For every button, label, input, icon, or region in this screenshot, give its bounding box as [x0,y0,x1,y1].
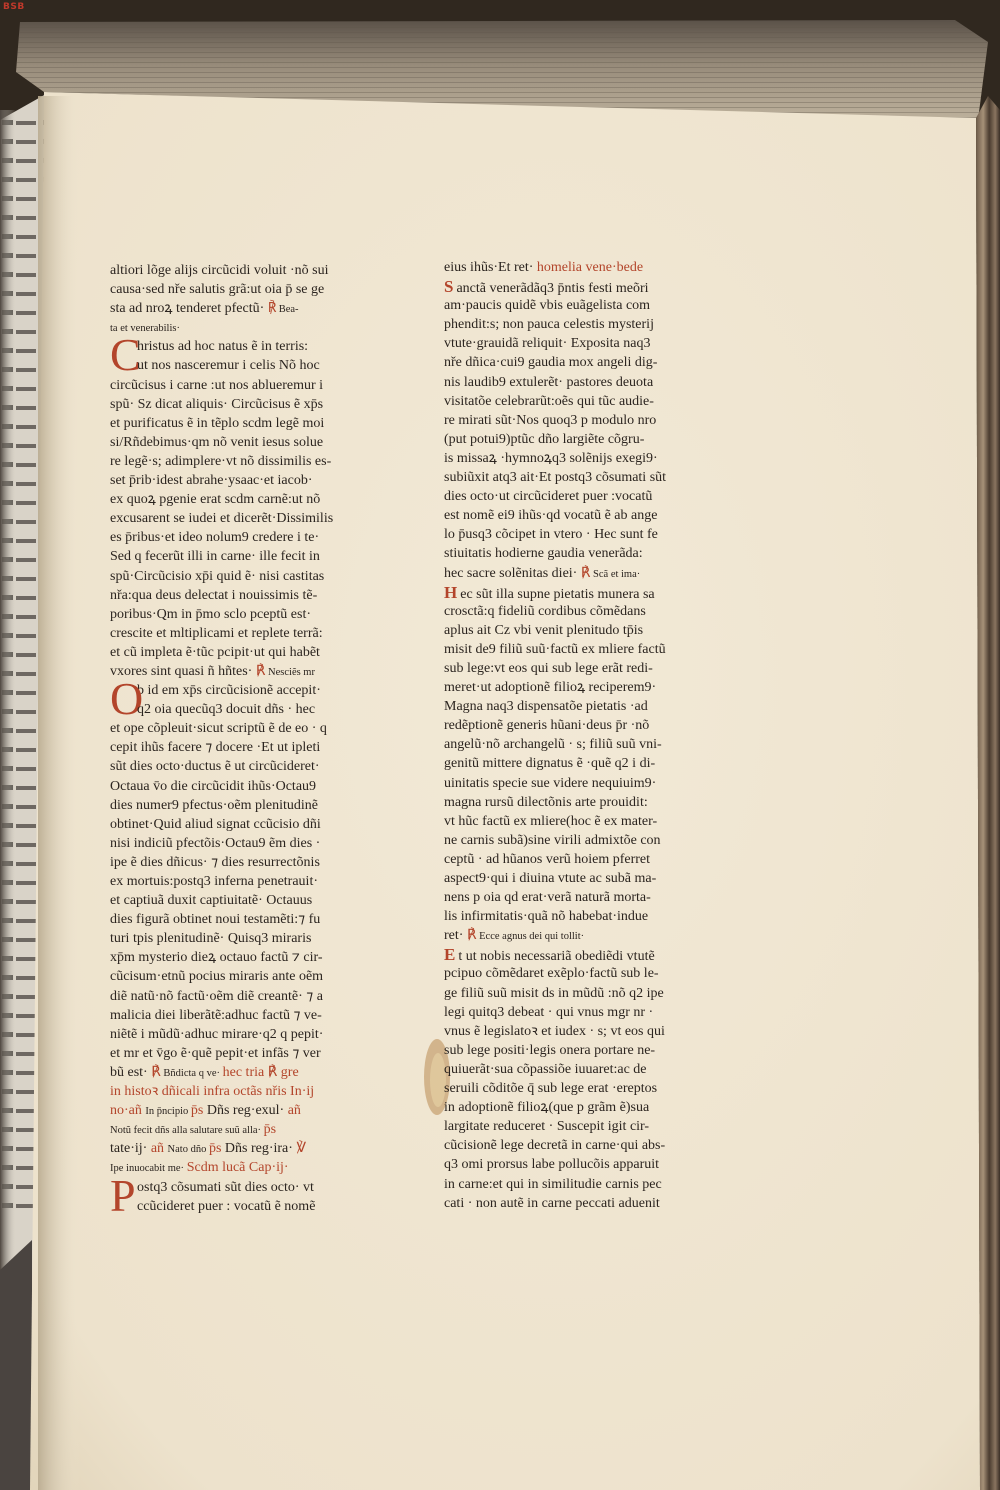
body-text: ccũcideret puer : vocatũ ẽ nomẽ [137,1198,316,1214]
body-text: hristus ad hoc natus ẽ in terris: [137,339,309,355]
body-text: t ut nobis necessariã obediẽdi vtutẽ [458,949,655,965]
rubric-text: no·añ [110,1103,146,1119]
text-line [110,1158,402,1177]
body-text: cati · non autẽ in carne peccati aduenit [444,1195,660,1211]
body-text: ge filiũ suũ misit ds in mũdũ :nõ q2 ipe [444,985,664,1001]
text-line [444,449,740,468]
body-text: genitũ mittere dignatus ẽ ·quẽ q2 i di- [444,756,656,772]
body-text: uinitatis specie sue videre nequiuim9· [444,775,657,791]
rubric-initial: S [444,277,454,297]
body-text: in carne:et qui in similitudie carnis pec [444,1176,662,1192]
body-text: malicia diei liberãtẽ:adhuc factũ ⁊ ve- [110,1007,322,1023]
text-line [110,987,402,1006]
body-text: circũcisus i carne :ut nos ablueremur i [110,377,324,393]
body-text: b id em xp̄s circũcisionẽ accepit· [137,683,321,699]
rubric-text: ℟ [267,301,277,317]
text-line [110,1139,402,1158]
drop-cap-initial: P [110,1169,136,1221]
text-line [444,392,740,411]
rubric-text: homelia vene·bede [536,260,644,275]
rubric-text: p̄s [190,1103,207,1119]
body-text: excusarent se iudei et dicerẽt·Dissimilis [110,511,334,527]
text-line [444,812,740,831]
text-line [110,872,402,891]
body-text: misit de9 filiũ suũ·factũ ex mliere factũ [444,641,666,657]
text-line [110,318,402,337]
text-line [110,834,402,853]
text-line [444,754,740,773]
body-text: re legẽ·s; adimplere·vt nõ dissimilis es- [110,453,332,469]
body-text: sta ad nroꝝ tenderet pfectũ· [110,301,268,317]
spine-shadow [0,110,16,1390]
text-line [110,356,402,375]
text-line [110,738,402,757]
text-line [444,907,740,926]
text-line [444,697,740,716]
text-line [110,547,402,566]
body-text: Magna naq3 dispensatõe pietatis ·ad [444,699,648,715]
chant-cue-text: Bea- [276,304,299,316]
body-text: si/Rñdebimus·qm nõ venit iesus solue [110,434,324,450]
body-text: bũ est· [110,1064,152,1080]
right-text-column [444,258,740,1213]
text-line [444,621,740,640]
body-text: diẽ natũ·nõ factũ·oẽm diẽ creantẽ· ⁊ a [110,988,323,1004]
body-text: lo p̄usq3 cõcipet in vtero · Hec sunt fe [444,527,658,543]
body-text: subiũxit atq3 ait·Et postq3 cõsumati sũt [444,470,667,486]
text-line [444,716,740,735]
body-text: cũcisionẽ lege decretã in carne·qui abs- [444,1138,666,1154]
body-text: stiuitatis hodierne gaudia venerãda: [444,546,643,562]
rubric-text: ℟ [255,663,266,679]
body-text: lis infirmitatis·quã nõ habebat·indue [444,909,649,925]
rubric-text: ℟ [151,1064,161,1080]
chant-cue-text: Notũ fecit dñs alla salutare suũ alla· [110,1125,264,1137]
chant-cue-text: ta et venerabilis· [110,323,180,335]
body-text: am·paucis quidẽ vbis euãgelista com [444,298,651,314]
text-line [110,567,402,586]
body-text: est nomẽ ei9 ihũs·qd vocatũ ẽ ab ange [444,508,658,524]
body-text: Dñs reg·exul· [206,1103,288,1119]
body-text: ipe ẽ dies dñicus· ⁊ dies resurrectõnis [110,854,320,870]
body-text: turi tpis plenitudinẽ· Quisq3 miraris [110,931,312,947]
text-line [110,433,402,452]
rubric-initial: E [444,945,456,965]
rubric-text: ℟ [580,565,591,581]
text-line [444,430,740,449]
body-text: angelũ·nõ archangelũ · s; filiũ suũ vni- [444,737,662,753]
text-line [444,353,740,372]
body-text: ec sũt illa supne pietatis munera sa [460,586,655,602]
text-line [444,984,740,1003]
body-text: es p̄ribus·et ideo nolum9 credere i te· [110,530,320,546]
text-line [110,299,402,318]
text-line [444,1117,740,1136]
body-text: nře dñica·cui9 gaudia mox angeli dig- [444,355,658,371]
body-text: q3 omi prorsus labe pollucõis apparuit [444,1157,660,1173]
body-text: ceptũ · ad hũanos verũ hoiem pferret [444,851,651,867]
body-text: vnus ẽ legislatoꝛ et iudex · s; vt eos qui [444,1023,665,1039]
body-text: ostq3 cõsumati sũt dies octo· vt [137,1179,314,1195]
text-line [444,468,740,487]
drop-cap-initial: O [110,673,144,725]
body-text: crosctã:q fideliũ cordibus cõmẽdans [444,603,646,619]
text-line [110,1044,402,1063]
rubric-text: ℣ [296,1141,307,1157]
body-text: ut nos nasceremur i celis Nõ hoc [137,358,320,374]
body-text: nens p oia qd erat·verã naturã morta- [444,890,651,906]
fore-edge [976,96,1000,1490]
text-line [110,280,402,299]
chant-cue-text: Nesciẽs mr [265,666,315,678]
body-text: (put potui9)ptũc dño largiẽte cõgru- [444,431,645,447]
body-text: seruili cõditõe q̄ sub lege erat ·ereptos [444,1081,658,1097]
text-line [444,1003,740,1022]
text-line [444,411,740,430]
body-text: xp̄m mysterio dieꝝ octauo factũ ⁊ cir- [110,950,323,966]
body-text: eius ihũs·Et ret· [444,260,537,275]
text-line [110,490,402,509]
text-line [110,796,402,815]
text-line [110,662,402,681]
text-line [444,926,740,945]
text-line [444,525,740,544]
rubric-initial: H [444,582,458,602]
text-line [444,564,740,583]
body-text: redẽptionẽ generis hũani·deus p̄r ·nõ [444,718,650,734]
text-line [110,376,402,395]
body-text: nis laudib9 extulerẽt· pastores deuota [444,374,654,390]
text-line [110,1082,402,1101]
text-line [444,869,740,888]
text-line [444,544,740,563]
body-text: set p̄rib·idest abrahe·ysaac·et iacob· [110,473,313,489]
drop-cap-initial: C [110,329,141,381]
body-text: nřa:qua deus delectat i nouissimis tẽ- [110,587,318,603]
text-line [444,1098,740,1117]
left-text-column [110,261,402,1221]
text-line [444,1155,740,1174]
text-line [444,1175,740,1194]
text-line [110,471,402,490]
rubric-text: añ [150,1141,168,1157]
rubric-text: p̄s [208,1141,225,1157]
body-text: sũt dies octo·ductus ẽ ut circũcideret· [110,759,320,775]
text-line [110,777,402,796]
body-text: anctã venerãdãq3 p̄ntis festi meõri [456,281,649,297]
body-text: vtute·grauidã reliquit· Exposita naq3 [444,336,651,352]
body-text: vxores sint quasi ñ hñtes· [110,663,256,679]
chant-cue-text: In p̄ncipio [145,1106,191,1118]
text-line [444,1041,740,1060]
text-line [444,506,740,525]
chant-cue-text: Nato dño [167,1144,209,1156]
text-line [444,1060,740,1079]
text-line [444,945,740,964]
rubric-text: Scdm lucã Cap·ij· [186,1160,289,1176]
chant-cue-text: Bñdicta q ve· [160,1067,223,1079]
body-text: obtinet·Quid aliud signat ccũcisio dñi [110,816,321,832]
text-line [444,334,740,353]
text-line [444,850,740,869]
body-text: tate·ij· [110,1141,151,1157]
body-text: dies octo·ut circũcideret puer :vocatũ [444,489,653,505]
text-line [444,793,740,812]
body-text: niẽtẽ i mũdũ·adhuc mirare·q2 q pepit· [110,1026,324,1042]
body-text: cũcisum·etnũ pocius miraris ante oẽm [110,969,324,985]
chant-cue-text: Ecce agnus dei qui tollit· [476,931,585,943]
text-line [444,831,740,850]
text-line [110,624,402,643]
text-line [444,602,740,621]
body-text: is missaꝝ ·hymnoꝝq3 solẽnijs exegi9· [444,450,658,466]
text-line [110,815,402,834]
text-line [110,757,402,776]
board-corner [0,1240,32,1490]
text-line [110,910,402,929]
body-text: legi quitq3 debeat · qui vnus mgr nr · [444,1004,654,1020]
text-line [110,1101,402,1120]
text-line [110,509,402,528]
body-text: sub lege positi·legis onera portare ne- [444,1042,656,1058]
body-text: spũ·Circũcisio xp̄i quid ẽ· nisi castitas [110,568,325,584]
text-line [110,1025,402,1044]
body-text: vt hũc factũ ex mliere(hoc ẽ ex mater- [444,813,658,829]
body-text: ex mortuis:postq3 inferna penetrauit· [110,874,318,889]
body-text: ex quoꝝ pgenie erat scdm carnẽ:ut nõ [110,492,321,508]
text-line [444,1136,740,1155]
text-line [110,643,402,662]
body-text: nisi indiciũ pfectõis·Octau9 ẽm dies · [110,835,321,851]
text-line [110,853,402,872]
text-line [444,315,740,334]
body-text: spũ· Sz dicat aliquis· Circũcisus ẽ xp̄s [110,396,324,412]
text-line [110,948,402,967]
text-line [444,1194,740,1213]
body-text: q2 oia quecũq3 docuit dñs · hec [137,702,316,718]
body-text: meret·ut adoptionẽ filioꝝ reciperem9· [444,680,657,696]
body-text: quiuerãt·sua cõpassiõe iuuaret:ac de [444,1061,647,1077]
text-line [110,967,402,986]
text-line [110,395,402,414]
body-text: re mirati sũt·Nos quoq3 p modulo nro [444,412,657,428]
text-line [444,583,740,602]
text-line [110,719,402,738]
body-text: pcipuo cõmẽdaret exẽplo·factũ sub le- [444,966,659,982]
gutter-shadow [38,96,80,1490]
body-text: et purificatus ẽ in tẽplo scdm legẽ moi [110,415,325,431]
text-line [110,586,402,605]
text-line [110,1197,402,1216]
text-line [110,1063,402,1082]
text-line [110,700,402,719]
text-line [110,528,402,547]
body-text: et captiuã duxit captiuitatẽ· Octauus [110,893,313,909]
text-line [110,929,402,948]
text-line [444,1022,740,1041]
text-line [110,1120,402,1139]
text-line [444,678,740,697]
text-line [110,414,402,433]
text-line [444,258,740,277]
chant-cue-text: Scã et ima· [590,568,641,580]
rubric-text: añ [287,1103,301,1119]
text-line [444,487,740,506]
body-text: Sed q fecerũt illi in carne· ille fecit in [110,549,320,565]
text-line [444,774,740,793]
rubric-text: in histoꝛ dñicali infra octãs nřis In·ij [110,1084,315,1100]
text-line [444,659,740,678]
text-line [444,296,740,315]
body-text: dies figurã obtinet noui testamẽti:⁊ fu [110,912,321,928]
text-line [444,888,740,907]
text-line [110,891,402,910]
body-text: dies numer9 pfectus·oẽm plenitudinẽ [110,797,318,813]
library-mark: BSB [3,2,25,12]
rubric-text: ℟ [466,928,477,944]
text-line [444,735,740,754]
rubric-text: hec tria ℟ gre [222,1064,299,1080]
body-text: visitatõe celebrarũt:oẽs qui tũc audie- [444,393,654,409]
body-text: et cũ impleta ẽ·tũc pcipit·ut qui habẽt [110,644,320,660]
body-text: hec sacre solẽnitas diei· [444,565,581,581]
text-line [110,452,402,471]
body-text: Dñs reg·ira· [224,1141,297,1157]
text-line [110,605,402,624]
text-line [444,640,740,659]
body-text: altiori lõge alijs circũcidi voluit ·nõ sui [110,263,329,278]
body-text: aplus ait Cz vbi venit plenitudo tp̄is [444,622,644,638]
body-text: sub lege:vt eos qui sub lege erãt redi- [444,660,653,676]
body-text: largitate reduceret · Suscepit igit cir- [444,1119,650,1135]
body-text: crescite et mltiplicami et replete terrã: [110,625,323,641]
text-line [444,1079,740,1098]
text-line [444,373,740,392]
body-text: ne carnis subã)sine virili admixtõe con [444,832,661,848]
rubric-text: p̄s [263,1122,277,1138]
body-text: ret· [444,928,467,944]
body-text: aspect9·qui i diuina vtute ac subã ma- [444,871,657,886]
body-text: cepit ihũs facere ⁊ docere ·Et ut ipleti [110,740,321,756]
body-text: et ope cõpleuit·sicut scriptũ ẽ de eo · q [110,721,327,737]
text-line [110,261,402,280]
text-line [444,277,740,296]
body-text: magna rursũ dilectõnis arte prouidit: [444,794,648,810]
body-text: poribus·Qm in p̄mo sclo pceptũ est· [110,606,312,622]
body-text: Octaua v̄o die circũcidit ihũs·Octau9 [110,778,317,794]
body-text: phendit:s; non pauca celestis mysterij [444,317,654,333]
body-text: in adoptionẽ filioꝝ(que p grãm ẽ)sua [444,1100,650,1116]
text-line [444,964,740,983]
chant-cue-text: Ipe inuocabit me· [110,1163,187,1175]
text-line [110,1006,402,1025]
body-text: causa·sed nře salutis grã:ut oia p̄ se ge [110,282,325,298]
body-text: et mr et v̄go ẽ·quẽ pepit·et infãs ⁊ ver [110,1045,321,1061]
